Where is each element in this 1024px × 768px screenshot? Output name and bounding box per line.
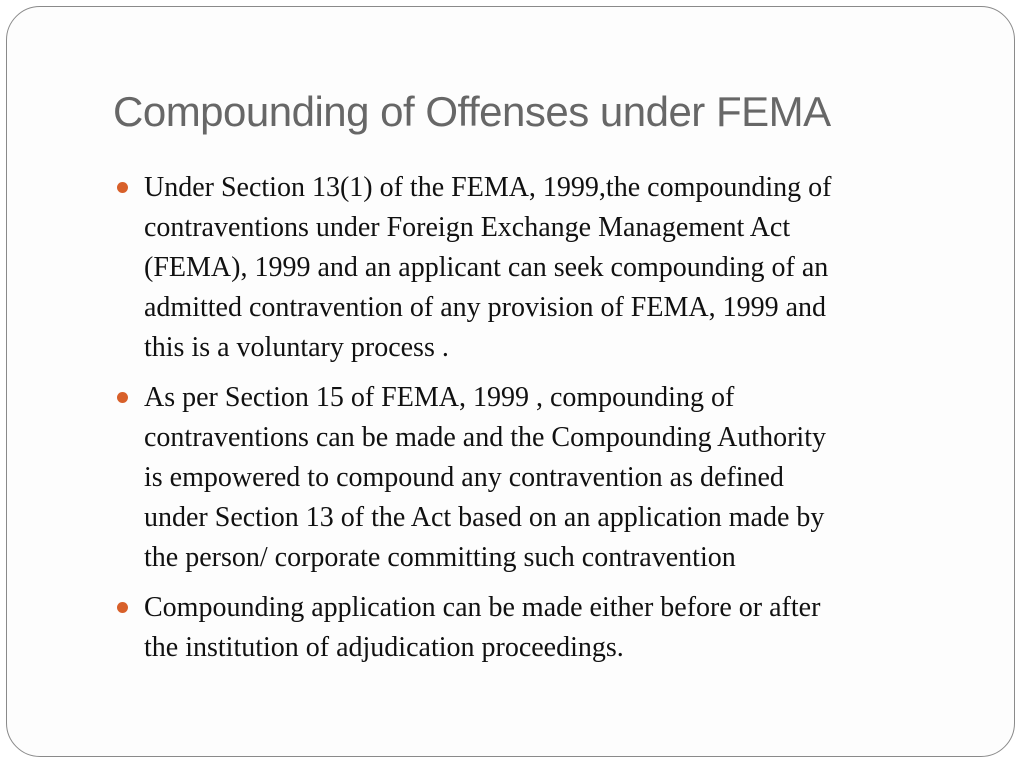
- round-bullet-icon: [117, 602, 128, 613]
- bullet-text: As per Section 15 of FEMA, 1999 , compounding of contraventions can be made and the Compounding Authority is empowered to compound any contravention as defined under Section 13 of the Act based on an application made by the person/ corporate committing such contravention: [144, 382, 826, 573]
- bullet-item: [113, 588, 973, 668]
- bullet-text: Compounding application can be made either before or after the institution of adjudication proceedings.: [144, 592, 821, 663]
- bullet-list: [113, 168, 973, 678]
- round-bullet-icon: [117, 182, 128, 193]
- bullet-item: [113, 378, 973, 578]
- bullet-item: [113, 168, 973, 368]
- slide-title: Compounding of Offenses under FEMA: [113, 88, 831, 135]
- bullet-text: Under Section 13(1) of the FEMA, 1999,the compounding of contraventions under Foreign Exchange Management Act (FEMA), 1999 and an applicant can seek compounding of an admitted contravention of any provision of FEMA, 1999 and this is a voluntary process .: [144, 172, 832, 363]
- round-bullet-icon: [117, 392, 128, 403]
